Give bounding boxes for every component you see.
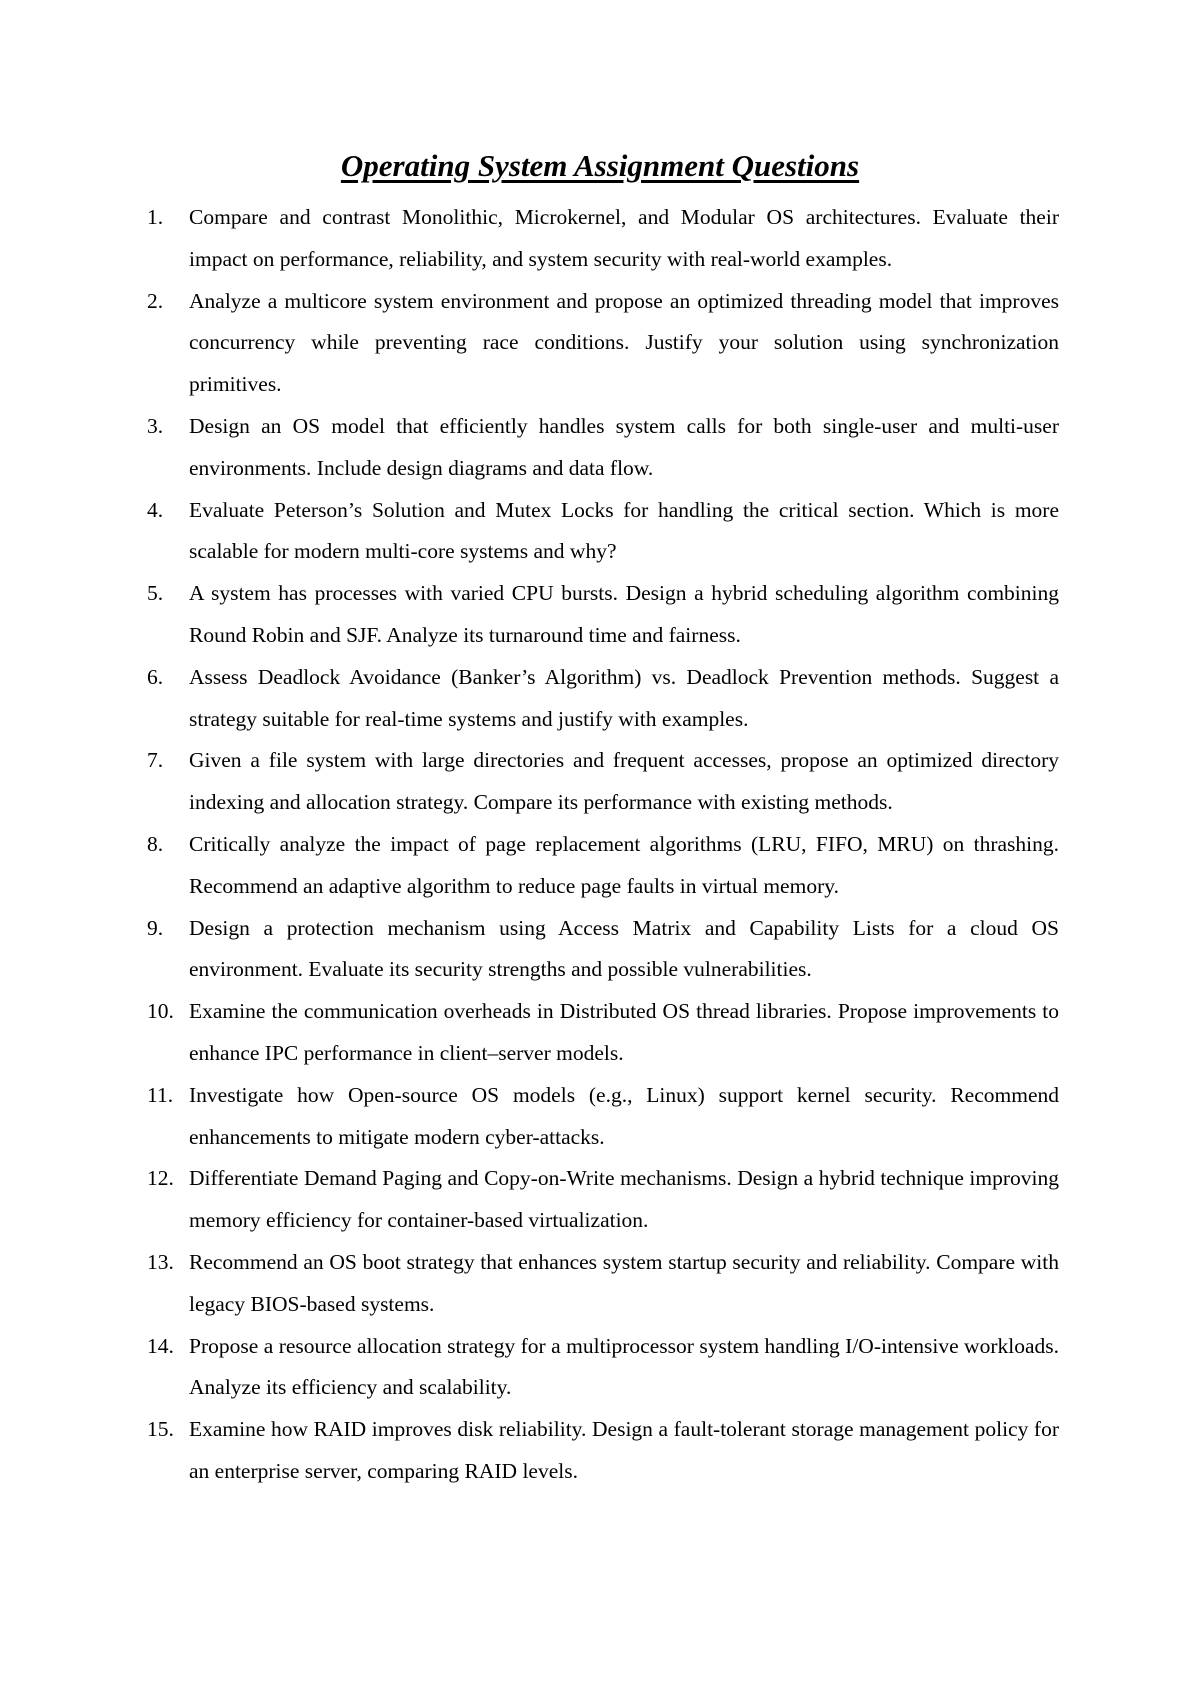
- question-number: 4.: [147, 497, 164, 522]
- question-number: 3.: [147, 413, 164, 438]
- question-item: [147, 1242, 1059, 1326]
- question-number: 13.: [147, 1249, 174, 1274]
- question-item: [147, 740, 1059, 824]
- question-number: 14.: [147, 1333, 174, 1358]
- question-number: 11.: [147, 1082, 174, 1107]
- question-number: 6.: [147, 664, 164, 689]
- question-text: Propose a resource allocation strategy for a multiprocessor system handling I/O-intensive workloads. Analyze its efficiency and scalability.: [189, 1333, 1059, 1400]
- question-number: 15.: [147, 1417, 174, 1442]
- question-text: Compare and contrast Monolithic, Microkernel, and Modular OS architectures. Evaluate their impact on performance, reliability, and system security with real-world examples.: [189, 205, 1059, 271]
- question-number: 8.: [147, 831, 164, 856]
- question-item: [147, 657, 1059, 741]
- question-number: 7.: [147, 748, 164, 773]
- question-text: Evaluate Peterson’s Solution and Mutex Locks for handling the critical section. Which is more scalable for modern multi-core systems and why?: [189, 497, 1059, 564]
- question-number: 5.: [147, 581, 164, 606]
- document-title: Operating System Assignment Questions: [340, 148, 860, 183]
- question-number: 9.: [147, 915, 164, 940]
- question-item: [147, 1326, 1059, 1410]
- question-item: [147, 406, 1059, 490]
- question-item: [147, 991, 1059, 1075]
- question-item: [147, 197, 1059, 281]
- question-text: Design an OS model that efficiently handles system calls for both single-user and multi-user environments. Include design diagrams and data flow.: [189, 413, 1059, 480]
- question-text: Examine how RAID improves disk reliability. Design a fault-tolerant storage management policy for an enterprise server, comparing RAID levels.: [189, 1417, 1059, 1483]
- question-number: 10.: [147, 999, 174, 1024]
- question-item: [147, 490, 1059, 574]
- question-item: [147, 1075, 1059, 1159]
- question-number: 12.: [147, 1166, 174, 1191]
- question-text: Assess Deadlock Avoidance (Banker’s Algorithm) vs. Deadlock Prevention methods. Suggest a strategy suitable for real-time systems and justify with examples.: [189, 664, 1059, 731]
- question-text: Analyze a multicore system environment and propose an optimized threading model that improves concurrency while preventing race conditions. Justify your solution using synchronization primitives.: [189, 288, 1059, 397]
- question-number: 2.: [147, 288, 164, 313]
- question-text: Critically analyze the impact of page replacement algorithms (LRU, FIFO, MRU) on thrashing. Recommend an adaptive algorithm to reduce page faults in virtual memory.: [189, 831, 1059, 898]
- question-item: [147, 908, 1059, 992]
- question-item: [147, 1158, 1059, 1242]
- question-item: [147, 1409, 1059, 1493]
- question-text: Recommend an OS boot strategy that enhances system startup security and reliability. Compare with legacy BIOS-based systems.: [189, 1249, 1059, 1316]
- question-text: Examine the communication overheads in Distributed OS thread libraries. Propose improvements to enhance IPC performance in client–server models.: [189, 999, 1059, 1065]
- question-text: Differentiate Demand Paging and Copy-on-Write mechanisms. Design a hybrid technique improving memory efficiency for container-based virtualization.: [189, 1166, 1059, 1233]
- question-text: Investigate how Open-source OS models (e.g., Linux) support kernel security. Recommend enhancements to mitigate modern cyber-attacks.: [189, 1082, 1059, 1149]
- question-number: 1.: [147, 205, 164, 229]
- question-text: Design a protection mechanism using Access Matrix and Capability Lists for a cloud OS environment. Evaluate its security strengths and possible vulnerabilities.: [189, 915, 1059, 982]
- question-text: Given a file system with large directories and frequent accesses, propose an optimized directory indexing and allocation strategy. Compare its performance with existing methods.: [189, 748, 1059, 815]
- question-item: [147, 573, 1059, 657]
- question-text: A system has processes with varied CPU bursts. Design a hybrid scheduling algorithm combining Round Robin and SJF. Analyze its turnaround time and fairness.: [189, 581, 1059, 647]
- question-item: [147, 824, 1059, 908]
- question-item: [147, 281, 1059, 406]
- question-list: [147, 197, 1059, 1493]
